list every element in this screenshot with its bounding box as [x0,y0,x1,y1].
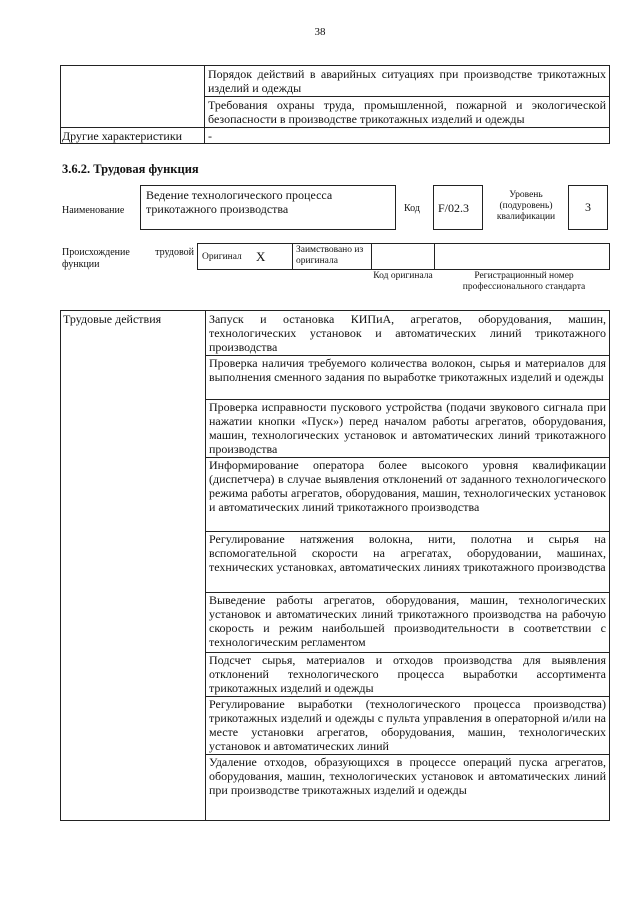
actions-label: Трудовые действия [63,312,162,326]
action-item: Проверка исправности пускового устройства (подачи звукового сигнала при нажатии кнопки «Пуск») перед началом работы агрегатов, оборудования, машин, технологических установок и автоматических линий трикотажного производства [209,400,606,456]
action-item: Выведение работы агрегатов, оборудования, машин, технологических установок и автоматических линий трикотажного производства на рабочую скорость и режим наибольшей производительности в соответствии с технологическим регламентом [209,593,606,649]
level-value: 3 [585,200,591,214]
borrowed-label: Заимствовано из оригинала [296,245,364,266]
code-original-caption: Код оригинала [373,271,433,281]
name-value: Ведение технологического процесса трикотажного производства [146,188,333,216]
code-label: Код [404,203,420,214]
action-item: Регулирование выработки (технологического процесса производства) трикотажных изделий и одежды с пульта управления в операторной и/или на месте установки агрегатов, оборудования, машин, технологических установок и автоматических линий [209,697,606,753]
action-item: Удаление отходов, образующихся в процессе операций пуска агрегатов, оборудования, машин, технологических установок и автоматических линий при производстве трикотажных изделий и одежды [209,755,606,797]
action-item: Запуск и остановка КИПиА, агрегатов, оборудования, машин, технологических установок и автоматических линий трикотажного производства [209,312,606,354]
origin-label: Происхождение трудовой функции [62,247,194,270]
top-table-row-2: Требования охраны труда, промышленной, пожарной и экологической безопасности в производстве трикотажных изделий и одежды [208,98,606,126]
action-item: Регулирование натяжения волокна, нити, полотна и сырья на вспомогательной скорости на агрегатах, оборудовании, машинах, технических установках, автоматических линиях трикотажного производства [209,532,606,574]
other-characteristics-label: Другие характеристики [62,129,183,143]
level-label: Уровень (подуровень) квалификации [496,190,556,222]
other-characteristics-value: - [208,129,212,143]
original-label: Оригинал [202,252,242,262]
section-heading: 3.6.2. Трудовая функция [62,162,199,176]
reg-number-caption: Регистрационный номер профессионального стандарта [462,271,586,292]
action-item: Проверка наличия требуемого количества волокон, сырья и материалов для выполнения сменного задания по выработке трикотажных изделий и одежды [209,356,606,384]
action-item: Подсчет сырья, материалов и отходов производства для выявления отклонений технологического процесса выработки ассортимента трикотажных изделий и одежды [209,653,606,695]
top-table-row-1: Порядок действий в аварийных ситуациях при производстве трикотажных изделий и одежды [208,67,606,95]
page-number: 38 [314,26,326,38]
name-label: Наименование [62,205,125,216]
original-mark: X [256,249,266,264]
code-value: F/02.3 [438,201,470,215]
action-item: Информирование оператора более высокого уровня квалификации (диспетчера) в случае выявления отклонений от заданного технологического режима работы агрегатов, оборудования, машин, технологических установок и автоматических линий трикотажного производства [209,458,606,514]
